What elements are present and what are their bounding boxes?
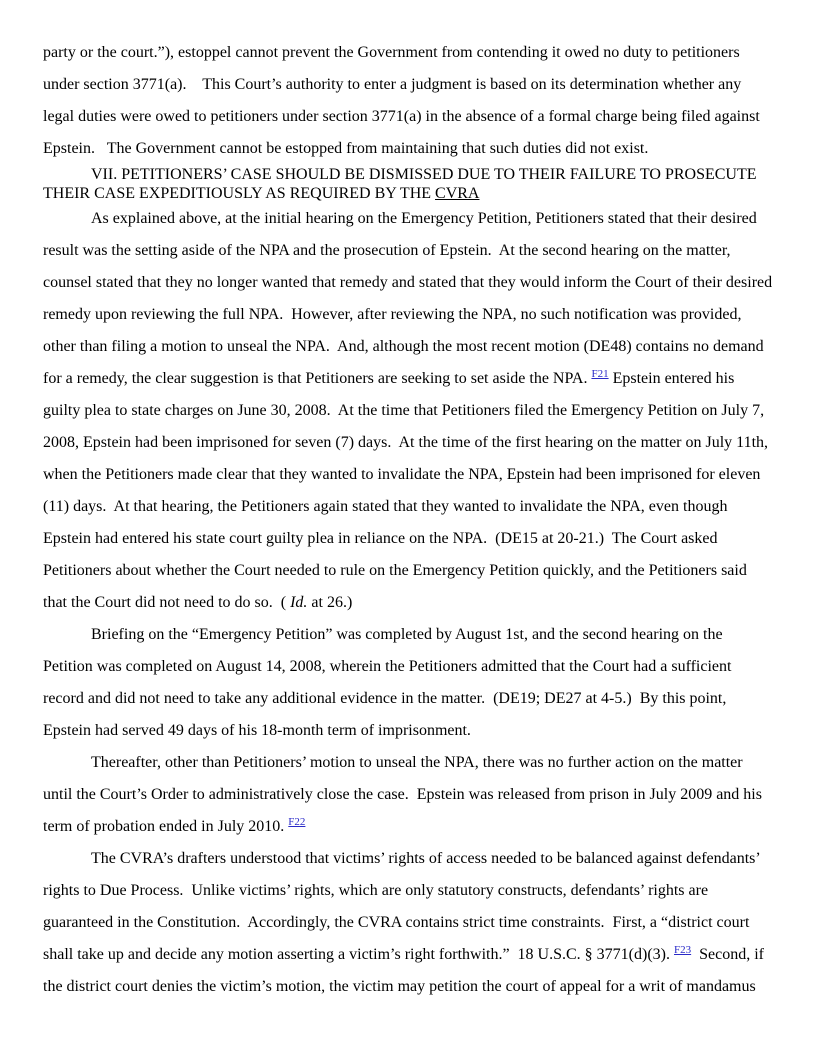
text-run: Second, if the district court denies the victim’s motion, the victim may petition the court of appeal for a writ of mandamus (43, 946, 768, 995)
text-run: party or the court.”), estoppel cannot prevent the Government from contending it owed no duty to petitioners under section 3771(a). This Court’s authority to enter a judgment is based on its determination whether any legal duties were owed to petitioners under section 3771(a) in the absence of a formal charge being filed against Epstein. The Government cannot be estopped from maintaining that such duties did not exist. (43, 44, 764, 157)
para-estoppel-continuation (43, 37, 774, 165)
para-cvra-drafters (43, 843, 774, 1003)
para-thereafter-no-action (43, 747, 774, 843)
footnote-link-f21[interactable]: F21 (591, 368, 609, 380)
text-run: Thereafter, other than Petitioners’ motion to unseal the NPA, there was no further action on the matter until the Court’s Order to administratively close the case. Epstein was released from prison in July 2009 and his term of probation ended in July 2010. (43, 754, 766, 835)
footnote-link-f23[interactable]: F23 (674, 944, 692, 956)
text-run: at 26.) (307, 594, 353, 611)
para-briefing-completed (43, 619, 774, 747)
heading-section-vii (43, 165, 774, 203)
para-hearings-timeline (43, 203, 777, 619)
text-run: CVRA (435, 185, 480, 202)
text-run: Epstein entered his guilty plea to state charges on June 30, 2008. At the time that Petitioners filed the Emergency Petition on July 7, 2008, Epstein had been imprisoned for seven (7) days. At the time of the first hearing on the matter on July 11th, when the Petitioners made clear that they wanted to invalidate the NPA, Epstein had been imprisoned for eleven (11) days. At that hearing, the Petitioners again stated that they wanted to invalidate the NPA, even though Epstein had entered his state court guilty plea in reliance on the NPA. (DE15 at 20-21.) The Court asked Petitioners about whether the Court needed to rule on the Emergency Petition quickly, and the Petitioners said that the Court did not need to do so. ( (43, 370, 773, 611)
text-run: The CVRA’s drafters understood that victims’ rights of access needed to be balanced against defendants’ rights to Due Process. Unlike victims’ rights, which are only statutory constructs, defendants’ rights are guaranteed in the Constitution. Accordingly, the CVRA contains strict time constraints. First, a “district court shall take up and decide any motion asserting a victim’s right forthwith.” 18 U.S.C. § 3771(d)(3). (43, 850, 764, 963)
footnote-link-f22[interactable]: F22 (288, 816, 306, 828)
text-run: As explained above, at the initial hearing on the Emergency Petition, Petitioners stated that their desired result was the setting aside of the NPA and the prosecution of Epstein. At the second hearing on the matter, counsel stated that they no longer wanted that remedy and stated that they would inform the Court of their desired remedy upon reviewing the full NPA. However, after reviewing the NPA, no such notification was provided, other than filing a motion to unseal the NPA. And, although the most recent motion (DE48) contains no demand for a remedy, the clear suggestion is that Petitioners are seeking to set aside the NPA. (43, 210, 777, 387)
text-run: Id. (290, 594, 308, 611)
text-run: Briefing on the “Emergency Petition” was completed by August 1st, and the second hearing on the Petition was completed on August 14, 2008, wherein the Petitioners admitted that the Court had a sufficient record and did not need to take any additional evidence in the matter. (DE19; DE27 at 4-5.) By this point, Epstein had served 49 days of his 18-month term of imprisonment. (43, 626, 736, 739)
text-run: VII. PETITIONERS’ CASE SHOULD BE DISMISSED DUE TO THEIR FAILURE TO PROSECUTE THEIR CASE EXPEDITIOUSLY AS REQUIRED BY THE (43, 166, 761, 202)
